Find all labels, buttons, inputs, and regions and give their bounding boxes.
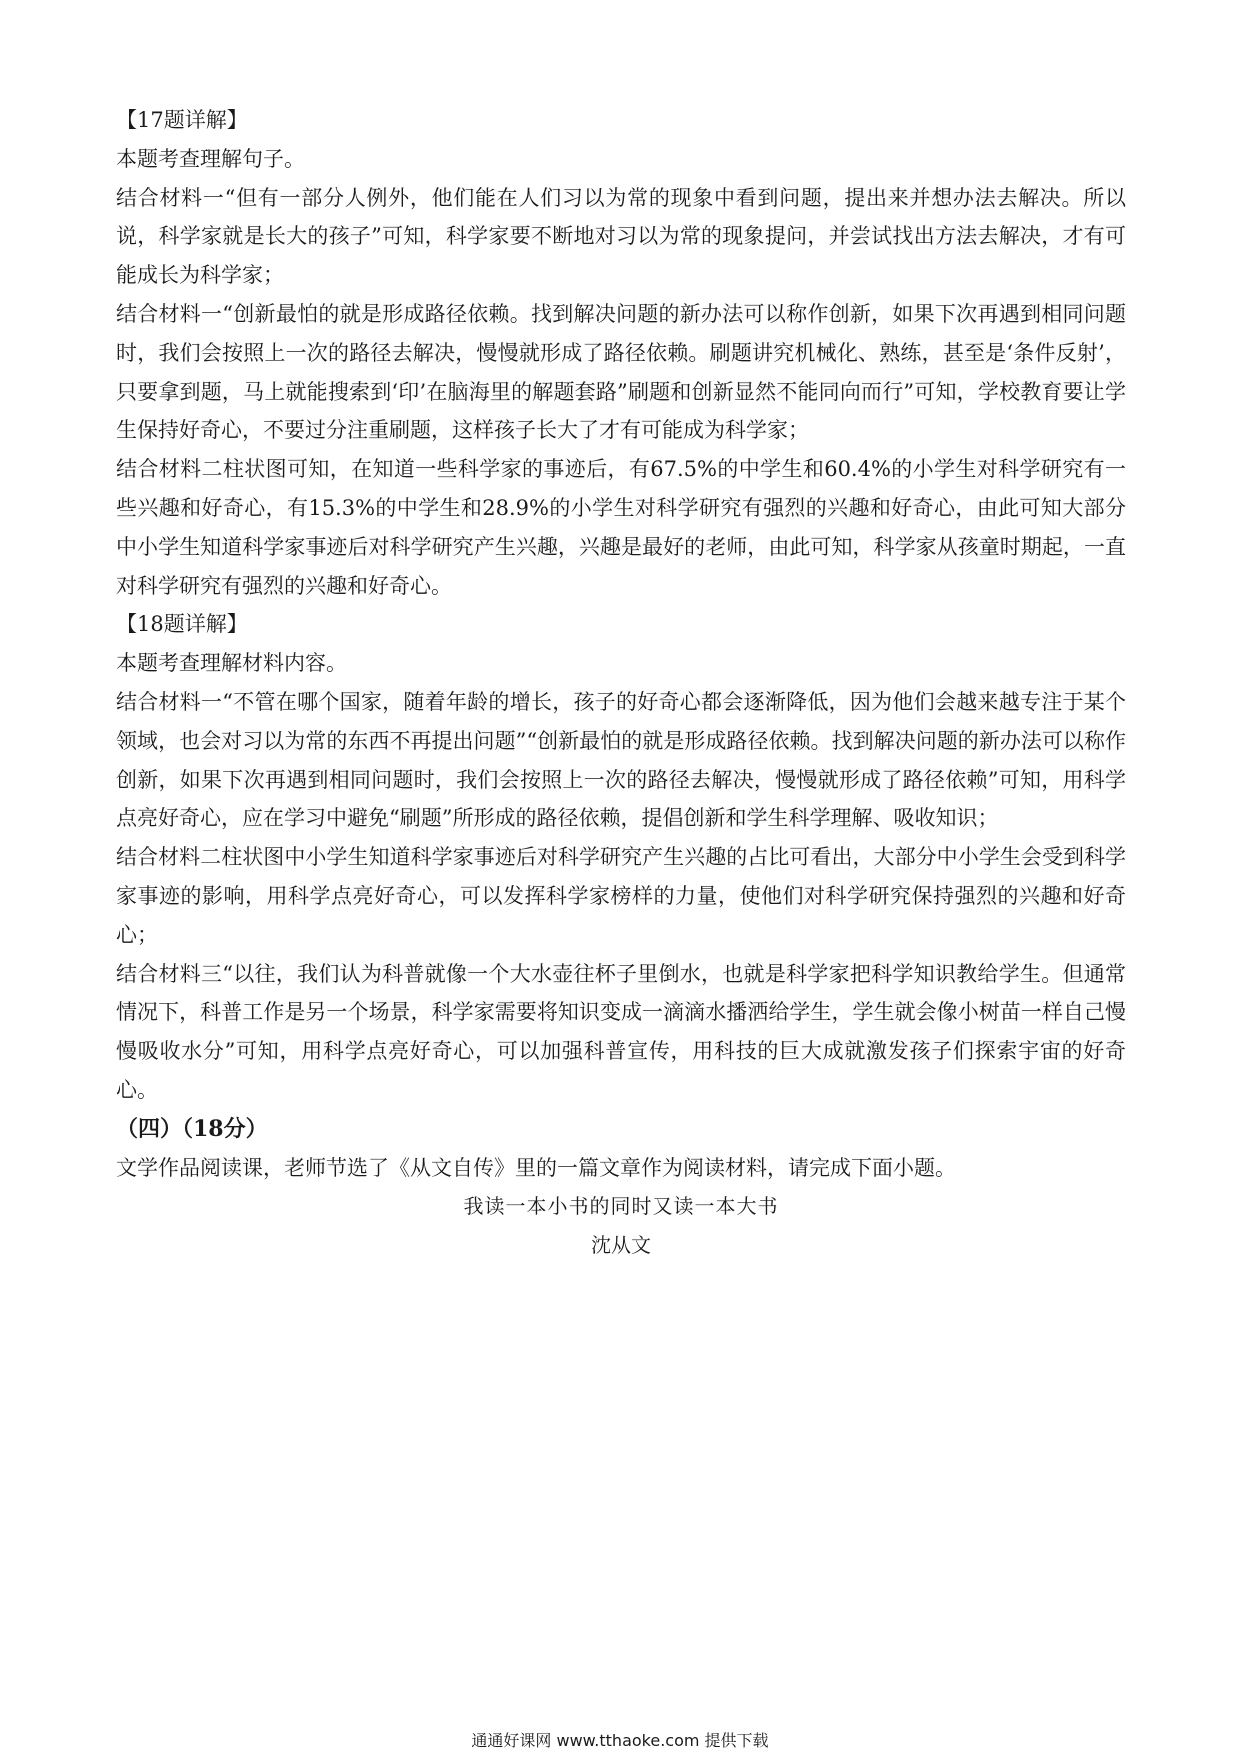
section-heading: （四）（18分） [116, 1115, 268, 1142]
q17-heading: 【17题详解】 [116, 108, 248, 132]
q18-paragraph-1: 结合材料一“不管在哪个国家，随着年龄的增长，孩子的好奇心都会逐渐降低，因为他们会越来越专注于某个领域，也会对习以为常的东西不再提出问题”“创新最怕的就是形成路径依赖。找到解决问题的新办法可以称作创新，如果下次再遇到相同问题时，我们会按照上一次的路径去解决，慢慢就形成了路径依赖”可知，用科学点亮好奇心，应在学习中避免“刷题”所形成的路径依赖，提倡创新和学生科学理解、吸收知识； [116, 689, 1126, 831]
q18-heading: 【18题详解】 [116, 612, 248, 637]
section-intro: 文学作品阅读课，老师节选了《从文自传》里的一篇文章作为阅读材料，请完成下面小题。 [116, 1155, 956, 1180]
q17-paragraph-1: 结合材料一“但有一部分人例外，他们能在人们习以为常的现象中看到问题，提出来并想办法去解决。所以说，科学家就是长大的孩子”可知，科学家要不断地对习以为常的现象提问，并尝试找出方法去解决，才有可能成长为科学家； [116, 185, 1126, 288]
document-body [116, 101, 1126, 1265]
q18-paragraph-3: 结合材料三“以往，我们认为科普就像一个大水壶往杯子里倒水，也就是科学家把科学知识教给学生。但通常情况下，科普工作是另一个场景，科学家需要将知识变成一滴滴水播洒给学生，学生就会像小树苗一样自己慢慢吸收水分”可知，用科学点亮好奇心，可以加强科普宣传，用科技的巨大成就激发孩子们探索宇宙的好奇心。 [116, 961, 1126, 1102]
q17-paragraph-2: 结合材料一“创新最怕的就是形成路径依赖。找到解决问题的新办法可以称作创新，如果下次再遇到相同问题时，我们会按照上一次的路径去解决，慢慢就形成了路径依赖。刷题讲究机械化、熟练，甚至是‘条件反射’，只要拿到题，马上就能搜索到‘印’在脑海里的解题套路”刷题和创新显然不能同向而行”可知，学校教育要让学生保持好奇心，不要过分注重刷题，这样孩子长大了才有可能成为科学家； [116, 301, 1126, 443]
q17-paragraph-3: 结合材料二柱状图可知，在知道一些科学家的事迹后，有67.5%的中学生和60.4%的小学生对科学研究有一些兴趣和好奇心，有15.3%的中学生和28.9%的小学生对科学研究有强烈的兴趣和好奇心，由此可知大部分中小学生知道科学家事迹后对科学研究产生兴趣，兴趣是最好的老师，由此可知，科学家从孩童时期起，一直对科学研究有强烈的兴趣和好奇心。 [116, 457, 1126, 598]
article-author: 沈从文 [591, 1233, 651, 1258]
article-title: 我读一本小书的同时又读一本大书 [463, 1194, 779, 1219]
q17-topic: 本题考查理解句子。 [116, 146, 305, 171]
q18-paragraph-2: 结合材料二柱状图中小学生知道科学家事迹后对科学研究产生兴趣的占比可看出，大部分中小学生会受到科学家事迹的影响，用科学点亮好奇心，可以发挥科学家榜样的力量，使他们对科学研究保持强烈的兴趣和好奇心； [116, 845, 1126, 947]
page-footer: 通通好课网 www.tthaoke.com 提供下载 [471, 1731, 769, 1750]
q18-topic: 本题考查理解材料内容。 [116, 651, 347, 676]
